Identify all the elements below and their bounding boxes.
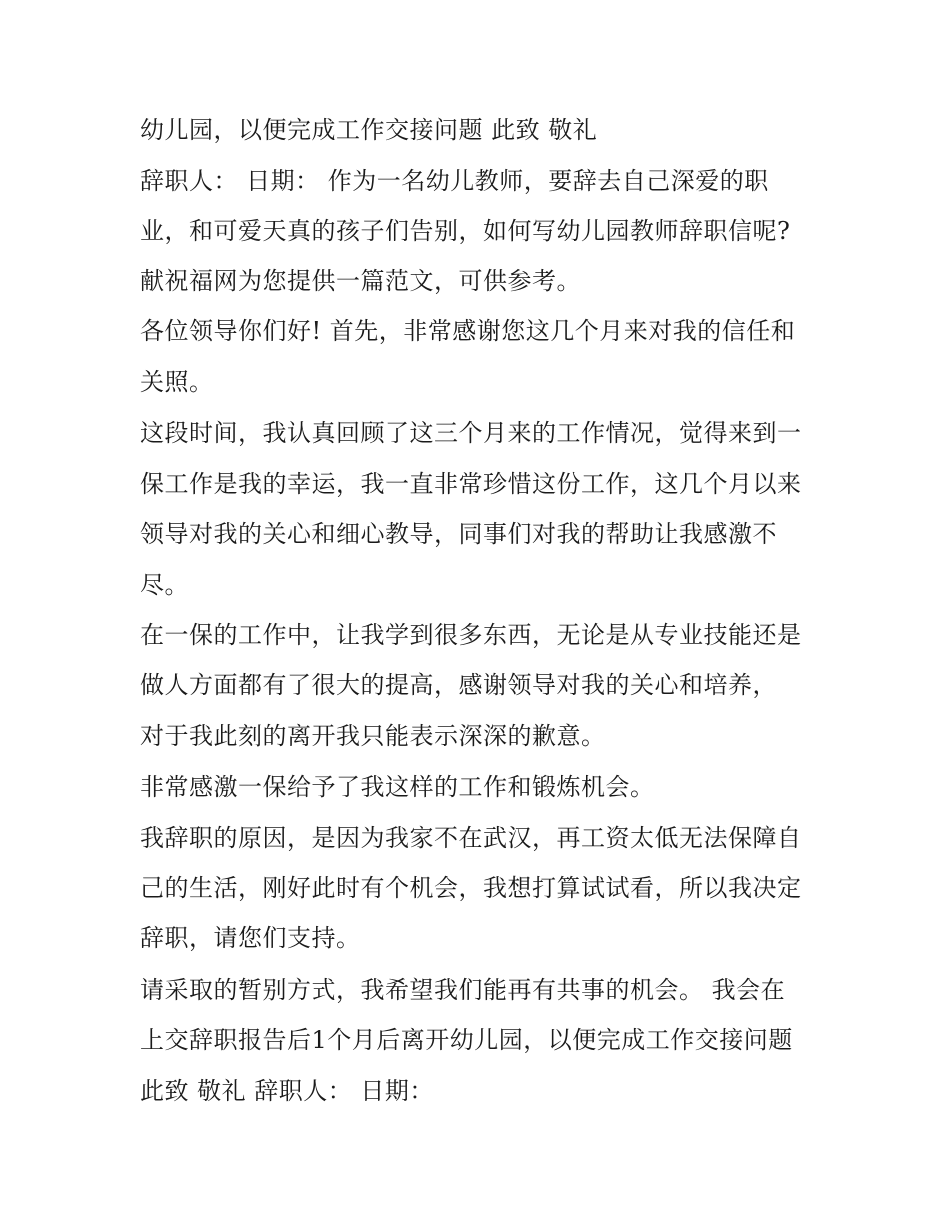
text-line: 我辞职的原因，是因为我家不在武汉，再工资太低无法保障自 [140,824,802,852]
text-line: 关照。 [140,368,214,396]
text-line: 幼儿园，以便完成工作交接问题 此致 敬礼 [140,116,598,144]
text-line: 做人方面都有了很大的提高，感谢领导对我的关心和培养， [140,671,777,699]
text-line: 各位领导你们好! 首先，非常感谢您这几个月来对我的信任和 [140,317,796,345]
text-line: 请采取的暂别方式，我希望我们能再有共事的机会。 我会在 [140,976,786,1004]
text-line: 己的生活，刚好此时有个机会，我想打算试试看，所以我决定 [140,874,802,902]
text-line: 对于我此刻的离开我只能表示深深的歉意。 [140,722,606,750]
text-line: 辞职人： 日期： 作为一名幼儿教师，要辞去自己深爱的职 [140,167,769,195]
text-line: 领导对我的关心和细心教导，同事们对我的帮助让我感激不 [140,520,777,548]
text-line: 这段时间，我认真回顾了这三个月来的工作情况，觉得来到一 [140,419,802,447]
text-line: 辞职，请您们支持。 [140,924,361,952]
text-line: 在一保的工作中，让我学到很多东西，无论是从专业技能还是 [140,621,802,649]
text-line: 业，和可爱天真的孩子们告别，如何写幼儿园教师辞职信呢? [140,217,791,245]
text-line: 此致 敬礼 辞职人： 日期： [140,1077,434,1105]
text-line: 上交辞职报告后1个月后离开幼儿园，以便完成工作交接问题 [140,1026,793,1054]
text-line: 尽。 [140,571,189,599]
text-line: 献祝福网为您提供一篇范文，可供参考。 [140,267,581,295]
text-line: 非常感激一保给予了我这样的工作和锻炼机会。 [140,773,655,801]
text-line: 保工作是我的幸运，我一直非常珍惜这份工作，这几个月以来 [140,470,802,498]
